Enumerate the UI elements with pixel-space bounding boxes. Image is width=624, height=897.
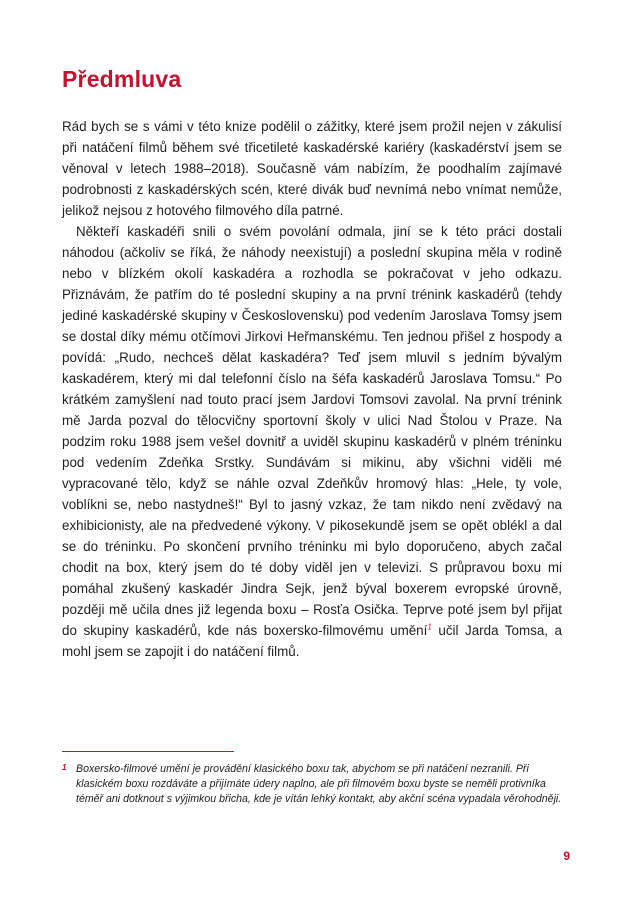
page-number: 9 (563, 849, 570, 863)
footnote-text: Boxersko-filmové umění je provádění klasického boxu tak, abychom se při natáčení nezranili. Při klasickém boxu rozdáváte a přijímáte údery naplno, ale při filmovém boxu byste se neměli protivníka téměř ani dotknout s výjimkou břicha, kde je vítán lehký kontakt, aby akční scéna vypadala věrohodněji. (76, 763, 562, 805)
chapter-heading: Předmluva (62, 66, 182, 92)
footnote (62, 762, 562, 807)
footnote-reference[interactable]: 1 (427, 622, 432, 632)
paragraph-story (62, 221, 562, 662)
footnote-mark: 1 (62, 763, 67, 772)
paragraph-story-ending: učil Jarda Tomsa, a mohl jsem se zapojit i do natáčení filmů. (62, 623, 562, 659)
body-text (62, 116, 562, 662)
paragraph-story-text: Někteří kaskadéři snili o svém povolání odmala, jiní se k této práci dostali náhodou (ačkoliv se říká, že náhody neexistují) a poslední skupina měla v rodině nebo v blízkém okolí kaskadéra a rozhodla se pokračovat v jeho odkazu. Přiznávám, že patřím do té poslední skupiny a na první trénink kaskadérů (tehdy jediné kaskadérské skupiny v Československu) pod vedením Jaroslava Tomsy jsem se dostal díky mému otčímovi Jirkovi Heřmanskému. Ten jednou přišel z hospody a povídá: „Rudo, nechceš dělat kaskadéra? Teď jsem mluvil s jedním bývalým kaskadérem, který mi dal telefonní číslo na šéfa kaskadérů Jaroslava Tomsu.“ Po krátkém zamyšlení nad touto prací jsem Jardovi Tomsovi zavolal. Na první trénink mě Jarda pozval do tělocvičny sportovní školy v ulici Nad Štolou v Praze. Na podzim roku 1988 jsem vešel dovnitř a uviděl skupinu kaskadérů v plném tréninku pod vedením Zdeňka Srstky. Sundávám si mikinu, aby všichni viděli mé vypracované tělo, když se náhle ozval Zdeňkův hromový hlas: „Hele, ty vole, voblíkni se, nebo nastydneš!“ Byl to jasný vzkaz, že tam nikdo není zvědavý na exhibicionisty, ale na předvedené výkony. V pikosekundě jsem se opět oblékl a dal se do tréninku. Po skončení prvního tréninku mi bylo doporučeno, abych začal chodit na box, který jsem do té doby viděl jen v televizi. S průpravou boxu mi pomáhal zkušený kaskadér Jindra Sejk, jenž býval boxerem evropské úrovně, později mě učila dnes již legenda boxu – Rosťa Osička. Teprve poté jsem byl přijat do skupiny kaskadérů, kde nás boxersko-filmovému umění (62, 224, 562, 638)
paragraph-intro: Rád bych se s vámi v této knize podělil o zážitky, které jsem prožil nejen v zákulisí při natáčení filmů během své třicetileté kaskadérské kariéry (kaskadérství jsem se věnoval v letech 1988–2018). Současně vám nabízím, že poodhalím zajímavé podrobnosti z kaskadérských scén, které divák buď nevnímá nebo vnímat nemůže, jelikož nejsou z hotového filmového díla patrné. (62, 119, 562, 218)
footnote-divider (62, 751, 234, 752)
